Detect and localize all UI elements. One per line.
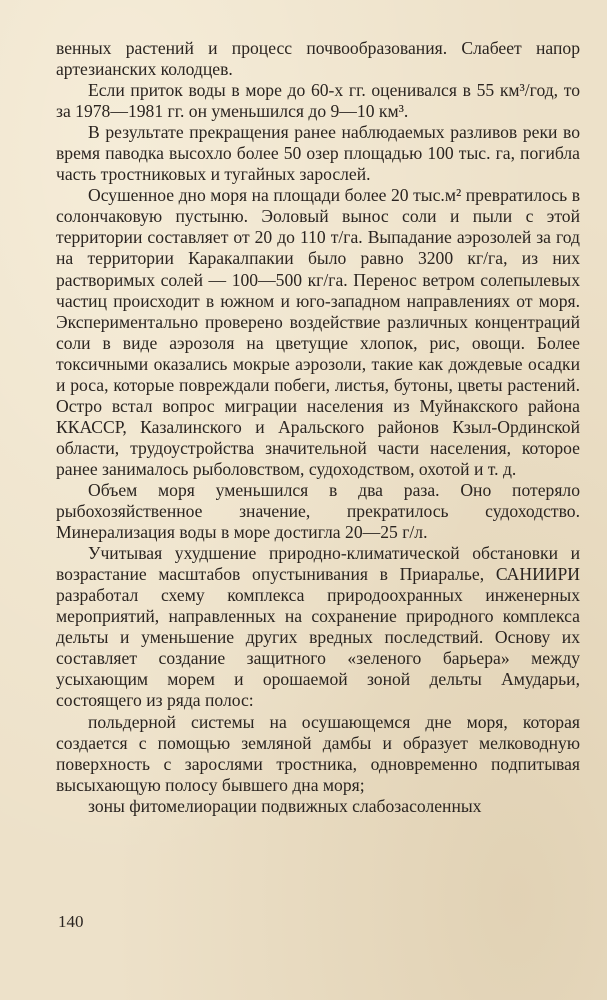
paragraph-sea-volume: Объем моря уменьшился в два раза. Оно потеряло рыбохозяйственное значение, прекратилось судоходство. Минерализация воды в море достигла 20—25 г/л. — [56, 479, 580, 543]
page-number: 140 — [58, 912, 84, 931]
paragraph-saniiri-scheme: Учитывая ухудшение природно-климатической обстановки и возрастание масштабов опустынивания в Приаралье, САНИИРИ разработал схему комплекса природоохранных инженерных мероприятий, направленных на сохранение природного комплекса дельты и уменьшение других вредных последствий. Основу их составляет создание защитного «зеленого барьера» между усыхающим морем и орошаемой зоной дельты Амударьи, состоящего из ряда полос: — [56, 543, 580, 711]
paragraph-polder-system: польдерной системы на осушающемся дне моря, которая создается с помощью земляной дамбы и образует мелководную поверхность с зарослями тростника, одновременно подпитывая высыхающую полосу бывшего дна моря; — [56, 711, 580, 795]
paragraph-lakes-dried: В результате прекращения ранее наблюдаемых разливов реки во время паводка высохло более 50 озер площадью 100 тыс. га, погибла часть тростниковых и тугайных зарослей. — [56, 122, 580, 185]
body-text — [56, 38, 580, 817]
paragraph-salt-desert: Осушенное дно моря на площади более 20 тыс.м² превратилось в солончаковую пустыню. Эоловый вынос соли и пыли с этой территории составляет от 20 до 110 т/га. Выпадание аэрозолей за год на территории Каракалпакии было равно 3200 кг/га, из них растворимых солей — 100—500 кг/га. Перенос ветром солепылевых частиц происходит в южном и юго-западном направлениях от моря. Экспериментально проверено воздействие различных концентраций соли в виде аэрозоля на цветущие хлопок, рис, овощи. Более токсичными оказались мокрые аэрозоли, такие как дождевые осадки и роса, которые повреждали побеги, листья, бутоны, цветы растений. Остро встал вопрос миграции населения из Муйнакского района ККАССР, Казалинского и Аральского районов Кзыл-Ординской области, трудоустройства значительной части населения, которое ранее занималось рыболовством, судоходством, охотой и т. д. — [56, 185, 580, 479]
paragraph-continuation: венных растений и процесс почвообразования. Слабеет напор артезианских колодцев. — [56, 38, 580, 80]
paragraph-water-inflow: Если приток воды в море до 60-х гг. оценивался в 55 км³/год, то за 1978—1981 гг. он уменьшился до 9—10 км³. — [56, 80, 580, 122]
paragraph-phytomelioration: зоны фитомелиорации подвижных слабозасоленных — [88, 795, 482, 816]
